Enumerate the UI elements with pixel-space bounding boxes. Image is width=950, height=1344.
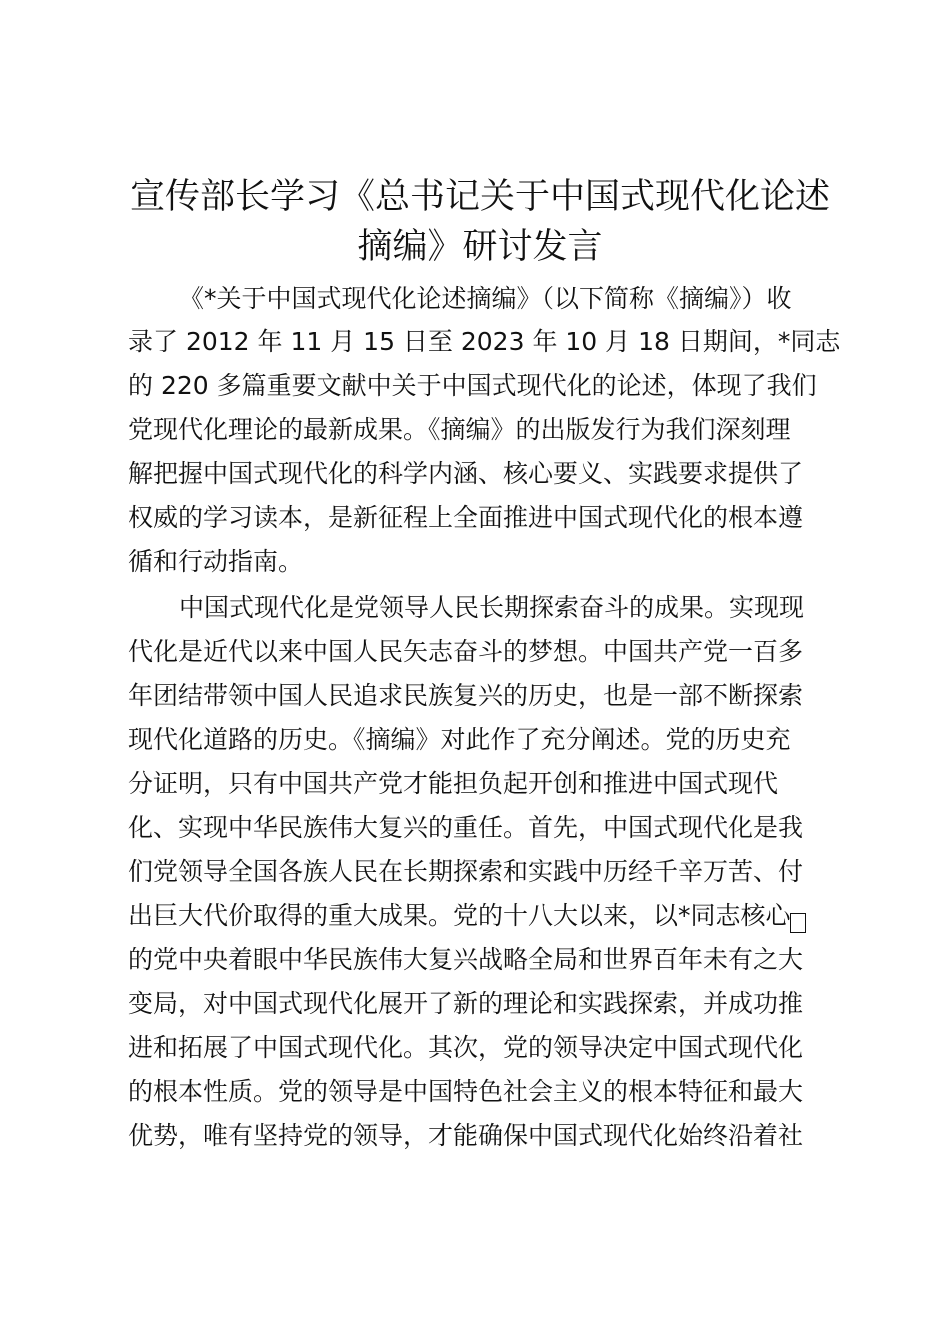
paragraph-line: 现代化道路的历史。《摘编》对此作了充分阐述。党的历史充: [128, 725, 791, 754]
paragraph-line: 循和行动指南。: [128, 547, 304, 576]
paragraph-line: 分证明，只有中国共产党才能担负起开创和推进中国式现代: [128, 769, 779, 798]
paragraph-line: 出巨大代价取得的重大成果。党的十八大以来，以*同志核心: [128, 901, 791, 930]
paragraph-line: 们党领导全国各族人民在长期探索和实践中历经千辛万苦、付: [128, 857, 804, 886]
paragraph-line: 代化是近代以来中国人民矢志奋斗的梦想。中国共产党一百多: [128, 637, 804, 666]
paragraph-line: 的党中央着眼中华民族伟大复兴战略全局和世界百年未有之大: [128, 945, 804, 974]
paragraph-line: 的 220 多篇重要文献中关于中国式现代化的论述，体现了我们: [128, 371, 817, 400]
paragraph-line: 党现代化理论的最新成果。《摘编》的出版发行为我们深刻理: [128, 415, 791, 444]
paragraph-line: 录了 2012 年 11 月 15 日至 2023 年 10 月 18 日期间，*同志: [128, 327, 841, 356]
paragraph-line: 年团结带领中国人民追求民族复兴的历史，也是一部不断探索: [128, 681, 804, 710]
paragraph-line: 解把握中国式现代化的科学内涵、核心要义、实践要求提供了: [128, 459, 804, 488]
paragraph-line: 变局，对中国式现代化展开了新的理论和实践探索，并成功推: [128, 989, 804, 1018]
document-title-line-1: 宣传部长学习《总书记关于中国式现代化论述: [129, 177, 830, 217]
paragraph-line: 的根本性质。党的领导是中国特色社会主义的根本特征和最大: [128, 1077, 804, 1106]
document-title-line-2: 摘编》研讨发言: [357, 227, 603, 267]
empty-box-glyph: [790, 913, 806, 933]
paragraph-line: 权威的学习读本，是新征程上全面推进中国式现代化的根本遵: [128, 503, 804, 532]
paragraph-line: 优势，唯有坚持党的领导，才能确保中国式现代化始终沿着社: [128, 1121, 804, 1150]
paragraph-line: 进和拓展了中国式现代化。其次，党的领导决定中国式现代化: [128, 1033, 804, 1062]
paragraph-line: 中国式现代化是党领导人民长期探索奋斗的成果。实现现: [179, 593, 805, 622]
paragraph-line: 化、实现中华民族伟大复兴的重任。首先，中国式现代化是我: [128, 813, 804, 842]
paragraph-line: 《*关于中国式现代化论述摘编》（以下简称《摘编》）收: [179, 284, 792, 313]
